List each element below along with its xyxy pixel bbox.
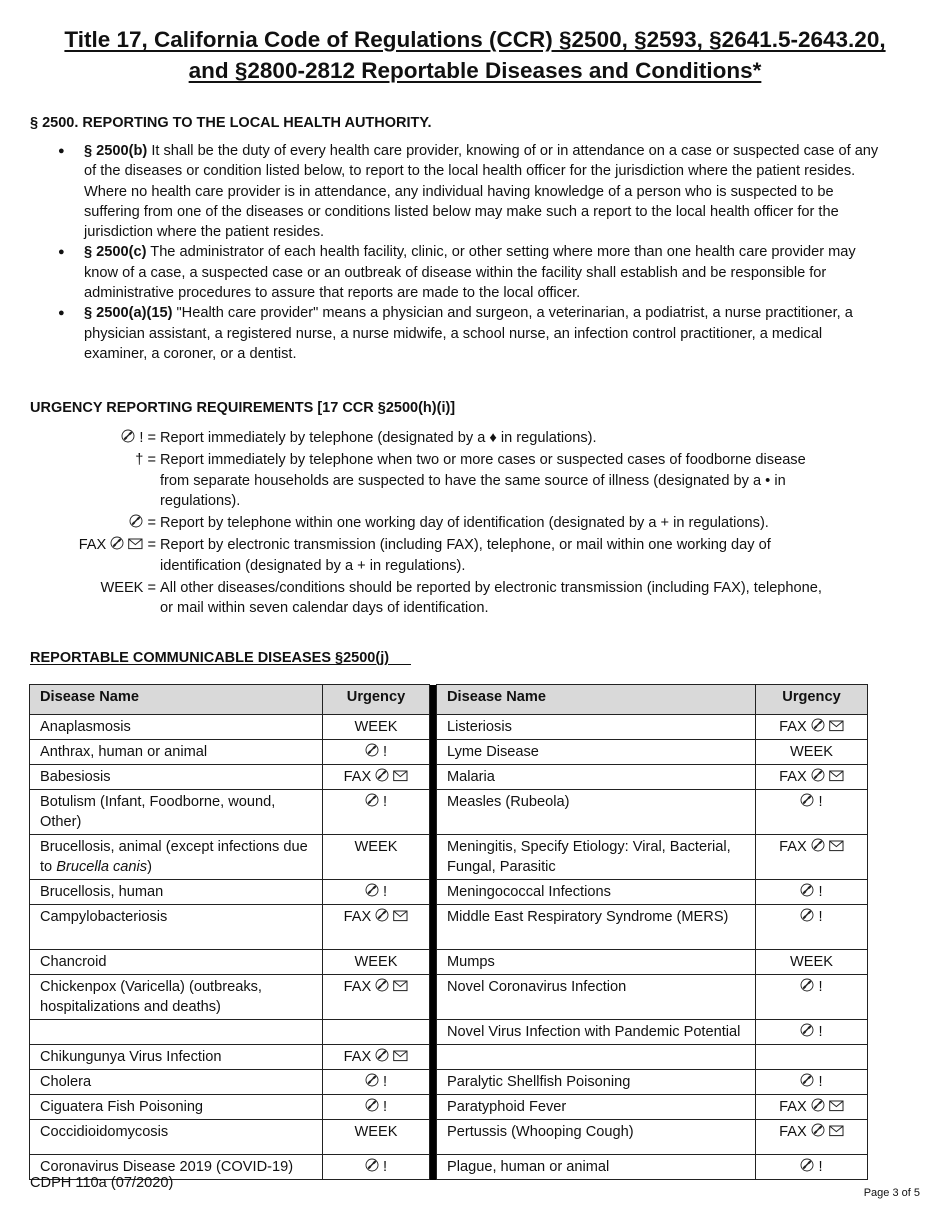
disease-cell [437, 715, 756, 740]
page-number: Page 3 of 5 [863, 1187, 920, 1199]
immediate-mark: ! [818, 1074, 823, 1090]
table-row [30, 975, 868, 1020]
disease-name-suffix: ) [147, 859, 152, 875]
bullet-item [58, 141, 888, 242]
urgency-cell [756, 1045, 868, 1070]
urgency-cell [323, 1120, 430, 1155]
table-row [30, 765, 868, 790]
urgency-cell [323, 1045, 430, 1070]
urgency-cell [323, 905, 430, 950]
urgency-cell [323, 950, 430, 975]
phone-icon [129, 514, 143, 528]
urgency-description: Report immediately by telephone when two or more cases or suspected cases of foodborne disease from separate households are suspected to have the same source of illness (designated by a • in regulations). [160, 452, 806, 509]
urgency-cell [323, 1020, 430, 1045]
disease-name: Paratyphoid Fever [447, 1099, 567, 1115]
urgency-item [30, 578, 890, 619]
phone-icon [811, 838, 825, 852]
phone-icon [375, 908, 389, 922]
urgency-symbol [30, 450, 156, 511]
disease-name: Novel Coronavirus Infection [447, 979, 627, 995]
col-urgency: Urgency [756, 685, 868, 715]
disease-name: Campylobacteriosis [40, 909, 168, 925]
disease-name: Middle East Respiratory Syndrome (MERS) [447, 909, 729, 925]
disease-name: Chikungunya Virus Infection [40, 1049, 222, 1065]
immediate-mark: ! [383, 1099, 388, 1115]
disease-cell [437, 1020, 756, 1045]
col-disease-name: Disease Name [437, 685, 756, 715]
mail-icon [393, 770, 408, 782]
urgency-cell [323, 1095, 430, 1120]
bullet-text: "Health care provider" means a physician and surgeon, a veterinarian, a podiatrist, a nurse practitioner, a physician assistant, a registered nurse, a nurse midwife, a school nurse, an infection control practitioner, a medical examiner, a coroner, or a dentist. [84, 305, 853, 362]
mail-icon [128, 538, 143, 550]
column-divider [430, 905, 437, 950]
disease-name: Listeriosis [447, 719, 512, 735]
disease-cell [30, 765, 323, 790]
disease-name: Brucellosis, human [40, 884, 164, 900]
disease-name: Botulism (Infant, Foodborne, wound, Other) [40, 794, 276, 830]
urgency-symbol-text: = [147, 515, 156, 532]
urgency-cell [323, 790, 430, 835]
column-divider [430, 685, 437, 715]
disease-cell [437, 1070, 756, 1095]
urgency-cell [323, 765, 430, 790]
bullet-text: The administrator of each health facility, clinic, or other setting where more than one health care provider may know of a case, a suspected case or an outbreak of disease within the facility shall establish and be responsible for administrative procedures to assure that reports are made to the local officer. [84, 244, 856, 302]
urgency-cell [323, 740, 430, 765]
urgency-cell [323, 835, 430, 880]
phone-icon [800, 908, 814, 922]
disease-cell [437, 975, 756, 1020]
urgency-symbol [30, 428, 156, 448]
column-divider [430, 835, 437, 880]
table-row [30, 905, 868, 950]
form-id: CDPH 110a (07/2020) [30, 1175, 174, 1191]
immediate-mark: ! [818, 979, 823, 995]
disease-cell [437, 1045, 756, 1070]
col-urgency: Urgency [323, 685, 430, 715]
urgency-heading: URGENCY REPORTING REQUIREMENTS [17 CCR §2500(h)(i)] [30, 400, 456, 416]
column-divider [430, 715, 437, 740]
phone-icon [811, 1123, 825, 1137]
disease-name: Paralytic Shellfish Poisoning [447, 1074, 631, 1090]
disease-cell [30, 880, 323, 905]
disease-name: Mumps [447, 954, 495, 970]
immediate-mark: ! [818, 794, 823, 810]
disease-cell [437, 835, 756, 880]
column-divider [430, 790, 437, 835]
column-divider [430, 1020, 437, 1045]
urgency-description: Report by electronic transmission (including FAX), telephone, or mail within one working day of identification (designated by a + in regulations). [160, 537, 771, 574]
disease-cell [30, 950, 323, 975]
phone-icon [800, 1073, 814, 1087]
column-divider [430, 1095, 437, 1120]
fax-label: FAX [343, 979, 372, 995]
bullet-ref: § 2500(b) [84, 143, 148, 159]
disease-cell [30, 1020, 323, 1045]
bullet-text: It shall be the duty of every health care provider, knowing of or in attendance on a case or suspected case of any of the diseases or condition listed below, to report to the local health officer for the jurisdiction where the patient resides. Where no health care provider is in attendance, any individual having knowledge of a person who is suspected to be suffering from one of the diseases or conditions listed below may make such a report to the local health officer for the jurisdiction where the patient resides. [84, 143, 879, 241]
column-divider [430, 1045, 437, 1070]
disease-cell [30, 1095, 323, 1120]
disease-name: Lyme Disease [447, 744, 539, 760]
immediate-mark: ! [383, 794, 388, 810]
phone-icon [800, 1158, 814, 1172]
fax-label: FAX [779, 1124, 807, 1140]
fax-label: FAX [343, 1049, 372, 1065]
disease-cell [437, 950, 756, 975]
disease-name: Chickenpox (Varicella) (outbreaks, hospitalizations and deaths) [40, 979, 262, 1015]
disease-name: Novel Virus Infection with Pandemic Potential [447, 1024, 741, 1040]
phone-icon [375, 978, 389, 992]
urgency-item [30, 428, 890, 448]
disease-name: Ciguatera Fish Poisoning [40, 1099, 204, 1115]
bullet-dot-icon: ● [58, 145, 65, 157]
urgency-cell [756, 765, 868, 790]
phone-icon [365, 883, 379, 897]
phone-icon [800, 1023, 814, 1037]
urgency-cell [323, 880, 430, 905]
disease-cell [30, 790, 323, 835]
fax-label: FAX [78, 537, 107, 554]
col-disease-name: Disease Name [30, 685, 323, 715]
urgency-symbol [30, 513, 156, 533]
disease-name: Plague, human or animal [447, 1159, 610, 1175]
section-2500-heading: § 2500. REPORTING TO THE LOCAL HEALTH AUTHORITY. [30, 115, 432, 131]
mail-icon [393, 910, 408, 922]
column-divider [430, 740, 437, 765]
fax-label: FAX [343, 769, 372, 785]
urgency-description: Report by telephone within one working day of identification (designated by a + in regulations). [160, 515, 769, 532]
mail-icon [829, 770, 844, 782]
immediate-mark: ! [383, 1159, 388, 1175]
week-label: WEEK [790, 744, 833, 760]
urgency-legend [30, 428, 890, 621]
urgency-cell [756, 740, 868, 765]
document-title [30, 24, 920, 86]
table-row [30, 835, 868, 880]
disease-cell [30, 1045, 323, 1070]
fax-label: FAX [779, 1099, 807, 1115]
phone-icon [365, 1073, 379, 1087]
urgency-cell [756, 1155, 868, 1180]
bullet-dot-icon: ● [58, 307, 65, 320]
disease-name: Meningococcal Infections [447, 884, 611, 900]
urgency-symbol [30, 535, 156, 576]
bullet-item [58, 242, 888, 303]
disease-cell [437, 790, 756, 835]
column-divider [430, 880, 437, 905]
urgency-cell [756, 1070, 868, 1095]
disease-cell [437, 765, 756, 790]
urgency-description: Report immediately by telephone (designated by a ♦ in regulations). [160, 430, 597, 446]
column-divider [430, 1120, 437, 1155]
table-row [30, 1020, 868, 1045]
phone-icon [375, 768, 389, 782]
urgency-cell [756, 1120, 868, 1155]
phone-icon [365, 743, 379, 757]
disease-cell [30, 835, 323, 880]
urgency-description: All other diseases/conditions should be reported by electronic transmission (including FAX), telephone, or mail within seven calendar days of identification. [160, 580, 822, 617]
table-heading [30, 650, 411, 666]
disease-name: Coccidioidomycosis [40, 1124, 169, 1140]
urgency-symbol-text: WEEK = [100, 580, 156, 597]
immediate-mark: ! [383, 744, 388, 760]
column-divider [430, 765, 437, 790]
immediate-mark: ! [818, 1159, 823, 1175]
bullet-dot-icon: ● [58, 246, 65, 259]
urgency-cell [323, 975, 430, 1020]
mail-icon [829, 1125, 844, 1137]
diseases-table [29, 684, 861, 1180]
disease-name: Brucellosis, animal (except infections due to [40, 839, 308, 875]
urgency-cell [756, 975, 868, 1020]
week-label: WEEK [354, 1124, 398, 1140]
disease-cell [437, 1120, 756, 1155]
urgency-cell [756, 790, 868, 835]
immediate-mark: ! [818, 909, 823, 925]
disease-name: Babesiosis [40, 769, 111, 785]
urgency-symbol [30, 578, 156, 619]
disease-cell [30, 740, 323, 765]
phone-icon [375, 1048, 389, 1062]
table-row [30, 1095, 868, 1120]
table-row [30, 1070, 868, 1095]
urgency-cell [323, 1155, 430, 1180]
phone-icon [800, 883, 814, 897]
fax-label: FAX [779, 769, 807, 785]
mail-icon [393, 980, 408, 992]
disease-cell [30, 1070, 323, 1095]
mail-icon [829, 1100, 844, 1112]
disease-cell [437, 1155, 756, 1180]
disease-name: Meningitis, Specify Etiology: Viral, Bacterial, Fungal, Parasitic [447, 839, 731, 875]
disease-name: Malaria [447, 769, 495, 785]
urgency-cell [756, 1095, 868, 1120]
table-heading-text: REPORTABLE COMMUNICABLE DISEASES §2500(j) [30, 650, 390, 666]
week-label: WEEK [354, 839, 398, 855]
urgency-symbol-text: † = [135, 452, 156, 469]
table-header-row [30, 685, 868, 715]
immediate-mark: ! [818, 1024, 823, 1040]
urgency-cell [756, 880, 868, 905]
phone-icon [800, 978, 814, 992]
disease-name: Cholera [40, 1074, 92, 1090]
disease-cell [30, 975, 323, 1020]
title-line-2: and §2800-2812 Reportable Diseases and Conditions* [188, 58, 762, 83]
bullet-ref: § 2500(c) [84, 244, 147, 261]
week-label: WEEK [354, 719, 398, 735]
disease-cell [437, 880, 756, 905]
week-label: WEEK [354, 954, 398, 970]
fax-label: FAX [779, 719, 807, 735]
table-row [30, 790, 868, 835]
fax-label: FAX [779, 839, 807, 855]
immediate-mark: ! [383, 884, 388, 900]
disease-name: Pertussis (Whooping Cough) [447, 1124, 634, 1140]
disease-name-italic: Brucella canis [56, 859, 148, 875]
section-2500-bullets [58, 141, 888, 364]
disease-cell [30, 905, 323, 950]
phone-icon [110, 536, 124, 550]
immediate-mark: ! [383, 1074, 388, 1090]
column-divider [430, 975, 437, 1020]
phone-icon [811, 718, 825, 732]
phone-icon [365, 793, 379, 807]
urgency-cell [756, 1020, 868, 1045]
urgency-cell [756, 715, 868, 740]
phone-icon [800, 793, 814, 807]
disease-name: Coronavirus Disease 2019 (COVID-19) [40, 1159, 294, 1175]
phone-icon [365, 1158, 379, 1172]
urgency-symbol-text: = [147, 537, 156, 554]
disease-name: Anaplasmosis [40, 719, 131, 735]
mail-icon [829, 840, 844, 852]
table-row [30, 715, 868, 740]
column-divider [430, 1155, 437, 1180]
mail-icon [829, 720, 844, 732]
disease-name: Chancroid [40, 954, 107, 970]
immediate-mark: ! [818, 884, 823, 900]
urgency-symbol-text: ! = [139, 430, 156, 446]
phone-icon [811, 768, 825, 782]
column-divider [430, 950, 437, 975]
urgency-item [30, 450, 890, 511]
table-row [30, 950, 868, 975]
bullet-ref: § 2500(a)(15) [84, 305, 173, 322]
disease-name: Anthrax, human or animal [40, 744, 208, 760]
phone-icon [811, 1098, 825, 1112]
title-line-1: Title 17, California Code of Regulations (CCR) §2500, §2593, §2641.5-2643.20, [64, 27, 886, 52]
table-row [30, 1120, 868, 1155]
fax-label: FAX [343, 909, 372, 925]
disease-cell [30, 1120, 323, 1155]
urgency-cell [323, 1070, 430, 1095]
urgency-cell [323, 715, 430, 740]
urgency-item [30, 535, 890, 576]
mail-icon [393, 1050, 408, 1062]
table-row [30, 1045, 868, 1070]
phone-icon [121, 429, 135, 443]
disease-cell [437, 740, 756, 765]
disease-cell [437, 905, 756, 950]
table-row [30, 880, 868, 905]
disease-cell [30, 715, 323, 740]
urgency-cell [756, 905, 868, 950]
phone-icon [365, 1098, 379, 1112]
disease-cell [437, 1095, 756, 1120]
column-divider [430, 1070, 437, 1095]
urgency-cell [756, 835, 868, 880]
week-label: WEEK [790, 954, 833, 970]
disease-name: Measles (Rubeola) [447, 794, 570, 810]
table-row [30, 740, 868, 765]
urgency-item [30, 513, 890, 533]
bullet-item [58, 303, 888, 364]
urgency-cell [756, 950, 868, 975]
